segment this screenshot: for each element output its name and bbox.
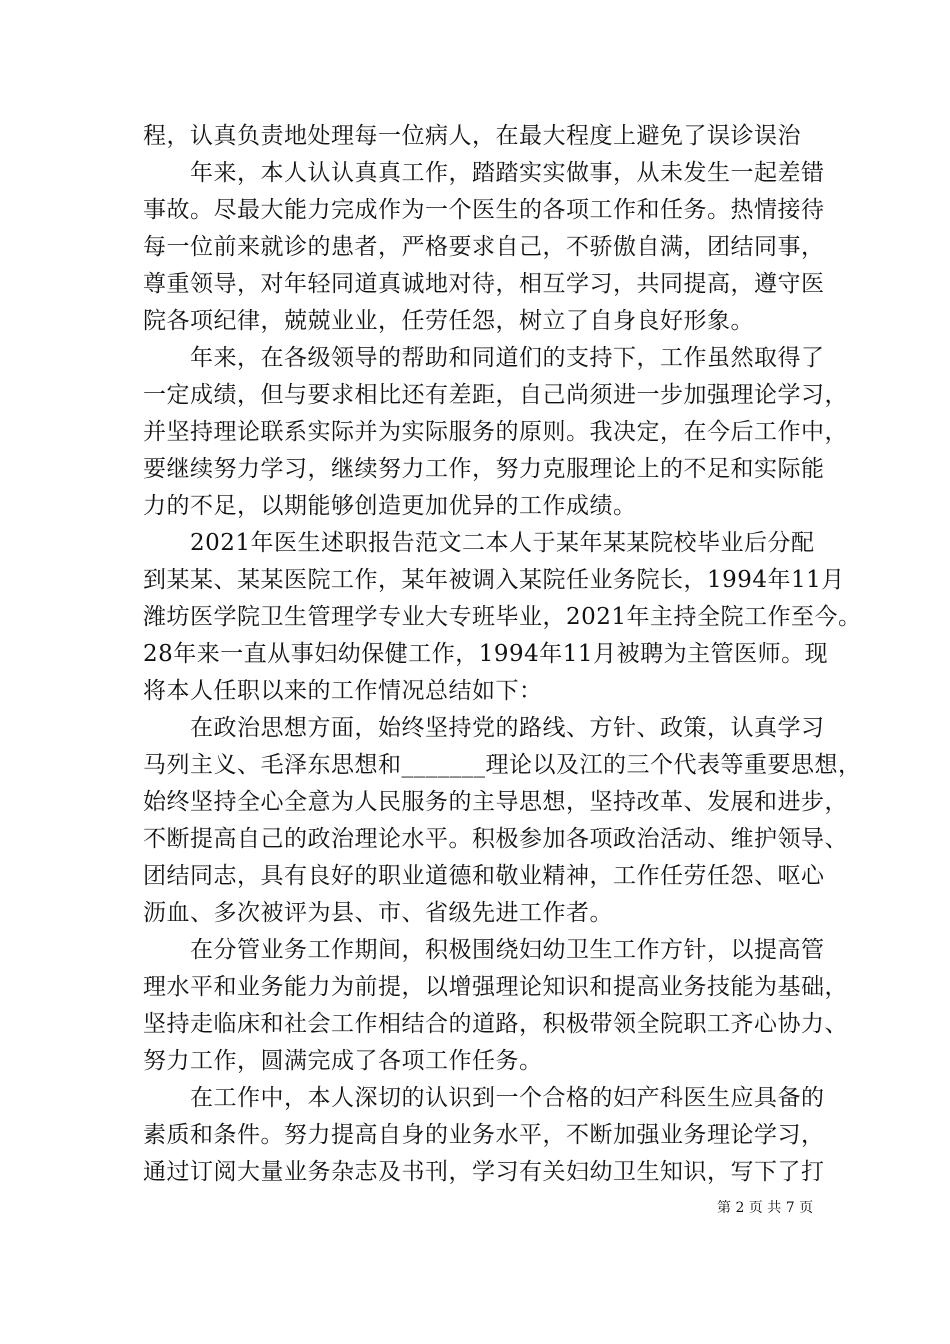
text-line: 在分管业务工作期间，积极围绕妇幼卫生工作方针，以提高管 xyxy=(143,937,825,963)
text-line: 每一位前来就诊的患者，严格要求自己，不骄傲自满，团结同事， xyxy=(143,234,825,260)
text-line: 团结同志，具有良好的职业道德和敬业精神，工作任劳任怨、呕心 xyxy=(143,863,825,889)
text-line: 潍坊医学院卫生管理学专业大专班毕业，2021年主持全院工作至今。 xyxy=(143,604,862,630)
text-line: 始终坚持全心全意为人民服务的主导思想，坚持改革、发展和进步， xyxy=(143,789,848,815)
text-line: 要继续努力学习，继续努力工作，努力克服理论上的不足和实际能 xyxy=(143,456,825,482)
text-line: 在工作中，本人深切的认识到一个合格的妇产科医生应具备的 xyxy=(143,1085,825,1111)
text-line: 坚持走临床和社会工作相结合的道路，积极带领全院职工齐心协力、 xyxy=(143,1011,848,1037)
text-line: 并坚持理论联系实际并为实际服务的原则。我决定，在今后工作中， xyxy=(143,419,848,445)
text-line: 不断提高自己的政治理论水平。积极参加各项政治活动、维护领导、 xyxy=(143,826,848,852)
text-line: 在政治思想方面，始终坚持党的路线、方针、政策，认真学习 xyxy=(143,715,825,741)
text-line: 年来，本人认认真真工作，踏踏实实做事，从未发生一起差错 xyxy=(143,160,825,186)
text-line: 理水平和业务能力为前提，以增强理论知识和提高业务技能为基础， xyxy=(143,974,848,1000)
text-line: 尊重领导，对年轻同道真诚地对待，相互学习，共同提高，遵守医 xyxy=(143,271,825,297)
text-line: 到某某、某某医院工作，某年被调入某院任业务院长，1994年11月 xyxy=(143,567,845,593)
text-line: 2021年医生述职报告范文二本人于某年某某院校毕业后分配 xyxy=(143,530,815,556)
text-line: 沥血、多次被评为县、市、省级先进工作者。 xyxy=(143,900,613,926)
text-line: 努力工作，圆满完成了各项工作任务。 xyxy=(143,1048,543,1074)
text-line: 通过订阅大量业务杂志及书刊，学习有关妇幼卫生知识，写下了打 xyxy=(143,1159,825,1185)
text-line: 程，认真负责地处理每一位病人，在最大程度上避免了误诊误治 xyxy=(143,123,801,149)
text-line: 年来，在各级领导的帮助和同道们的支持下，工作虽然取得了 xyxy=(143,345,825,371)
text-line: 一定成绩，但与要求相比还有差距，自己尚须进一步加强理论学习， xyxy=(143,382,848,408)
text-line: 素质和条件。努力提高自身的业务水平，不断加强业务理论学习， xyxy=(143,1122,825,1148)
text-line: 事故。尽最大能力完成作为一个医生的各项工作和任务。热情接待 xyxy=(143,197,825,223)
text-line: 28年来一直从事妇幼保健工作，1994年11月被聘为主管医师。现 xyxy=(143,641,829,667)
text-line: 将本人任职以来的工作情况总结如下： xyxy=(143,678,543,704)
page-number-footer: 第 2 页 共 7 页 xyxy=(717,1200,814,1216)
text-line: 院各项纪律，兢兢业业，任劳任怨，树立了自身良好形象。 xyxy=(143,308,754,334)
text-line: 马列主义、毛泽东思想和_______理论以及江的三个代表等重要思想， xyxy=(143,752,862,778)
text-line: 力的不足，以期能够创造更加优异的工作成绩。 xyxy=(143,493,637,519)
